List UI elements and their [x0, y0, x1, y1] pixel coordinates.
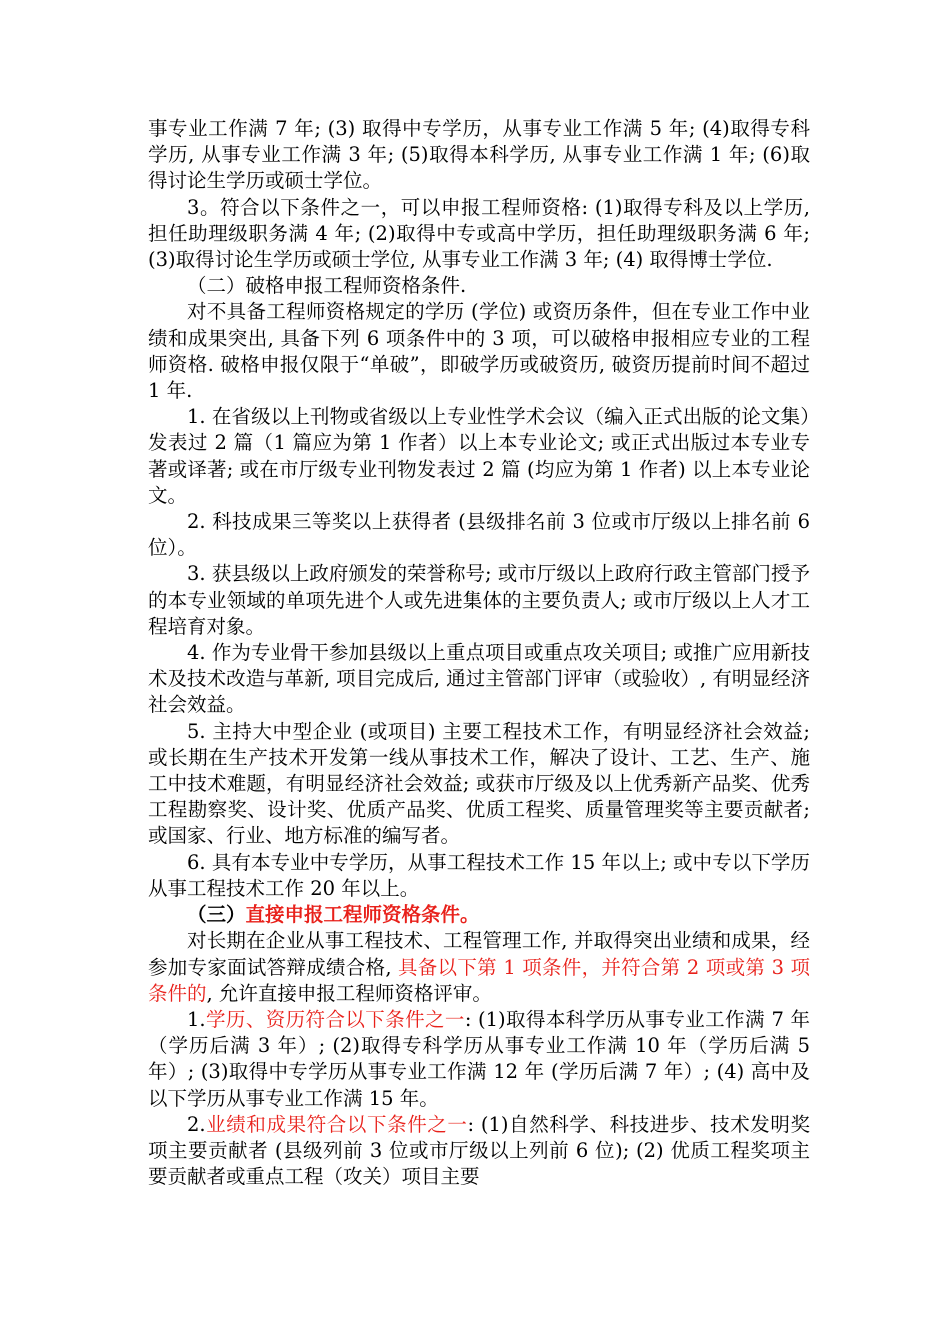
list-item-3: 3. 获县级以上政府颁发的荣誉称号; 或市厅级以上政府行政主管部门授予的本专业领域的单项先进个人或先进集体的主要负责人; 或市厅级以上人才工程培育对象。: [148, 562, 810, 638]
list-item-2: 2. 科技成果三等奖以上获得者 (县级排名前 3 位或市厅级以上排名前 6 位）。: [148, 510, 810, 560]
paragraph-2: 3。符合以下条件之一，可以申报工程师资格: (1)取得专科及以上学历, 担任助理级职务满 4 年; (2)取得中专或高中学历，担任助理级职务满 6 年; (3)取得讨论生学历或硕士学位, 从事专业工作满 3 年; (4) 取得博士学位.: [148, 195, 810, 272]
list-item-1: 1. 在省级以上刊物或省级以上专业性学术会议（编入正式出版的论文集）发表过 2 篇（1 篇应为第 1 作者）以上本专业论文; 或正式出版过本专业专著或译著; 或在市厅级专业刊物发表过 2 篇 (均应为第 1 作者) 以上本专业论文。: [148, 405, 810, 507]
paragraph-12: [148, 928, 810, 1007]
paragraph-12-tail: , 允许直接申报工程师资格评审。: [206, 981, 492, 1005]
direct-condition-2-text: : (1)自然科学、科技进步、技术发明奖项主要贡献者 (县级列前 3 位或市厅级以上列前 6 位); (2) 优质工程奖项主要贡献者或重点工程（攻关）项目主要: [148, 1112, 810, 1189]
paragraph-12-lead: 对长期在企业从事工程技术、工程管理工作, 并取得突出业绩和成果，经参加专家面试答辩成绩合格,: [148, 929, 810, 979]
section-heading-2: （二）破格申报工程师资格条件.: [187, 274, 467, 298]
direct-condition-1-text: : (1)取得本科学历从事专业工作满 7 年（学历后满 3 年）; (2)取得专科学历从事专业工作满 10 年（学历后满 5 年）; (3)取得中专学历从事专业工作满 12 年 (学历后满 7 年）; (4) 高中及以下学历从事专业工作满 15 年。: [148, 1007, 810, 1110]
list-item-6: 6. 具有本专业中专学历，从事工程技术工作 15 年以上; 或中专以下学历从事工程技术工作 20 年以上。: [148, 850, 810, 900]
list-item-4: 4. 作为专业骨干参加县级以上重点项目或重点攻关项目; 或推广应用新技术及技术改造与革新, 项目完成后, 通过主管部门评审（或验收）, 有明显经济社会效益。: [148, 641, 810, 717]
direct-condition-2-number: 2.: [187, 1112, 206, 1136]
section-heading-3-title: 直接申报工程师资格条件。: [245, 903, 480, 927]
paragraph-12-highlight: 具备以下第 1 项条件，并符合第 2 项或第 3 项条件的: [148, 955, 810, 1005]
direct-condition-1-number: 1.: [187, 1007, 206, 1031]
direct-condition-1: [148, 1007, 810, 1112]
direct-condition-2: [148, 1112, 810, 1191]
document-body: [148, 116, 810, 1190]
direct-condition-1-title: 学历、资历符合以下条件之一: [205, 1007, 465, 1031]
paragraph-1: 事专业工作满 7 年; (3) 取得中专学历，从事专业工作满 5 年; (4)取得专科学历, 从事专业工作满 3 年; (5)取得本科学历, 从事专业工作满 1 年; (6)取得讨论生学历或硕士学位。: [148, 117, 810, 193]
list-item-5: 5. 主持大中型企业 (或项目) 主要工程技术工作，有明显经济社会效益; 或长期在生产技术开发第一线从事技术工作，解决了设计、工艺、生产、施工中技术难题，有明显经济社会效益; 或获市厅级及以上优秀新产品奖、优秀工程勘察奖、设计奖、优质产品奖、优质工程奖、质量管理奖等主要贡献者; 或国家、行业、地方标准的编写者。: [148, 719, 810, 848]
paragraph-4: 对不具备工程师资格规定的学历 (学位) 或资历条件，但在专业工作中业绩和成果突出, 具备下列 6 项条件中的 3 项，可以破格申报相应专业的工程师资格. 破格申报仅限于“单破”，即破学历或破资历, 破资历提前时间不超过 1 年.: [148, 300, 810, 403]
section-heading-3: [148, 902, 810, 928]
section-heading-3-prefix: （三）: [187, 903, 246, 927]
direct-condition-2-title: 业绩和成果符合以下条件之一: [205, 1112, 468, 1136]
